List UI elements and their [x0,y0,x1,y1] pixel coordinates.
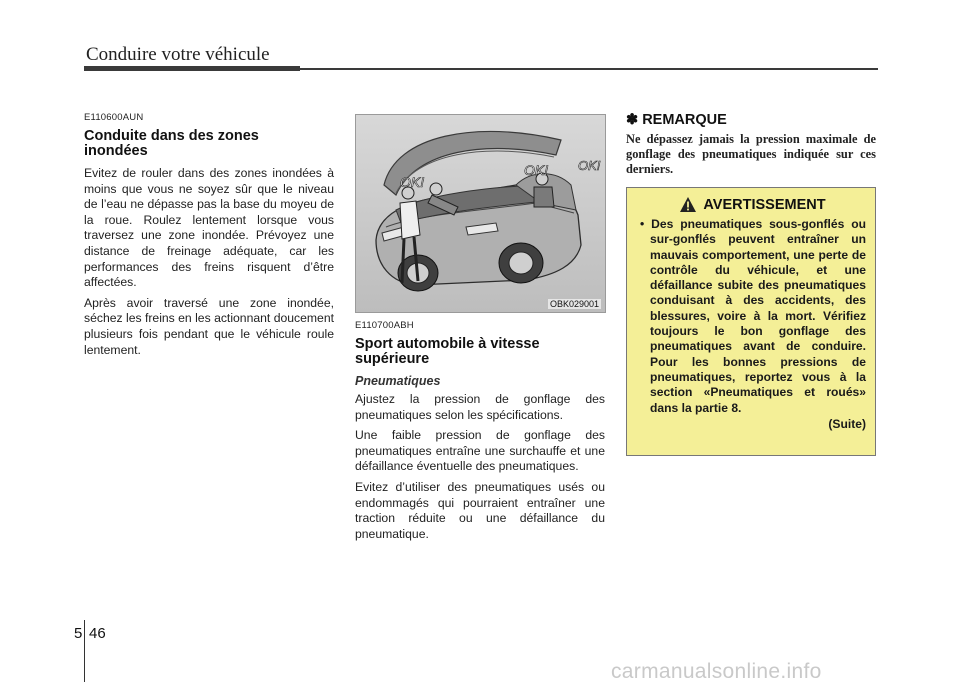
warning-triangle-icon [679,196,697,213]
page-number: 46 [89,625,106,642]
remark-text: Ne dépassez jamais la pression maximale de gonflage des pneumatiques indiquée sur ces derniers. [626,132,876,176]
column-flooded-areas [84,112,334,363]
section-heading-line2: inondées [84,143,148,159]
label-ok-left: OK! [400,174,425,190]
section-heading-line1: Sport automobile à vitesse [355,336,540,352]
section-heading [355,337,605,367]
watermark: carmanualsonline.info [611,660,822,683]
paragraph: Une faible pression de gonflage des pneumatiques entraîne une surchauffe et une défaillance éventuelle des pneumatiques. [355,428,605,474]
section-heading [84,129,334,159]
bullet: • [640,217,645,231]
paragraph: Evitez de rouler dans des zones inondées à moins que vous ne soyez sûr que le niveau de l’eau ne dépasse pas la base du moyeu de la roue. Roulez lentement lorsque vous traversez une zone inondée. Prévoyez une distance de freinage adéquate, car les performances des freins risquent d’être affectées. [84,166,334,290]
label-ok-right: OK! [578,158,601,173]
remark-symbol: ✽ [626,112,639,128]
paragraph: Après avoir traversé une zone inondée, séchez les freins en les actionnant doucement plusieurs fois pendant que le véhicule roule lentement. [84,295,334,357]
header-title: Conduire votre véhicule [86,44,270,65]
section-heading-line2: supérieure [355,351,430,367]
footer-divider [84,620,85,682]
continued-label: (Suite) [828,416,866,431]
header-rule-thin [300,68,878,70]
remark-title [626,112,876,128]
section-heading-line1: Conduite dans des zones [84,128,259,144]
illustration-car-inspection [355,114,606,313]
section-code: E110600AUN [84,112,144,123]
header-rule-thick [84,66,300,71]
warning-header [639,196,866,213]
warning-text [639,217,866,416]
remark-title-text: REMARQUE [642,112,727,128]
subheading: Pneumatiques [355,374,441,388]
warning-title: AVERTISSEMENT [703,196,826,213]
warning-text-content: Des pneumatiques sous-gonflés ou sur-gonflés peuvent entraîner un mauvais comportement, une perte de contrôle du véhicule, et une défaillance subite des pneumatiques conduisant à des accidents, des blessures, voire à la mort. Vérifiez toujours le bon gonflage des pneumatiques avant de conduire. Pour les bonnes pressions de pneumatiques, reportez vous à la section «Pneumatiques et roués» dans la partie 8. [650,217,866,415]
label-ok-center: OK! [524,162,549,178]
car-hood-open-illustration [356,115,605,312]
paragraph: Evitez d’utiliser des pneumatiques usés ou endommagés qui pourraient entraîner une traction réduite ou une défaillance du pneumatique. [355,479,605,541]
warning-box [626,187,876,456]
figure-code: OBK029001 [549,299,599,309]
section-number: 5 [74,625,83,642]
column-remark [626,112,876,177]
column-high-speed [355,320,605,547]
section-code: E110700ABH [355,320,414,331]
paragraph: Ajustez la pression de gonflage des pneumatiques selon les spécifications. [355,392,605,422]
